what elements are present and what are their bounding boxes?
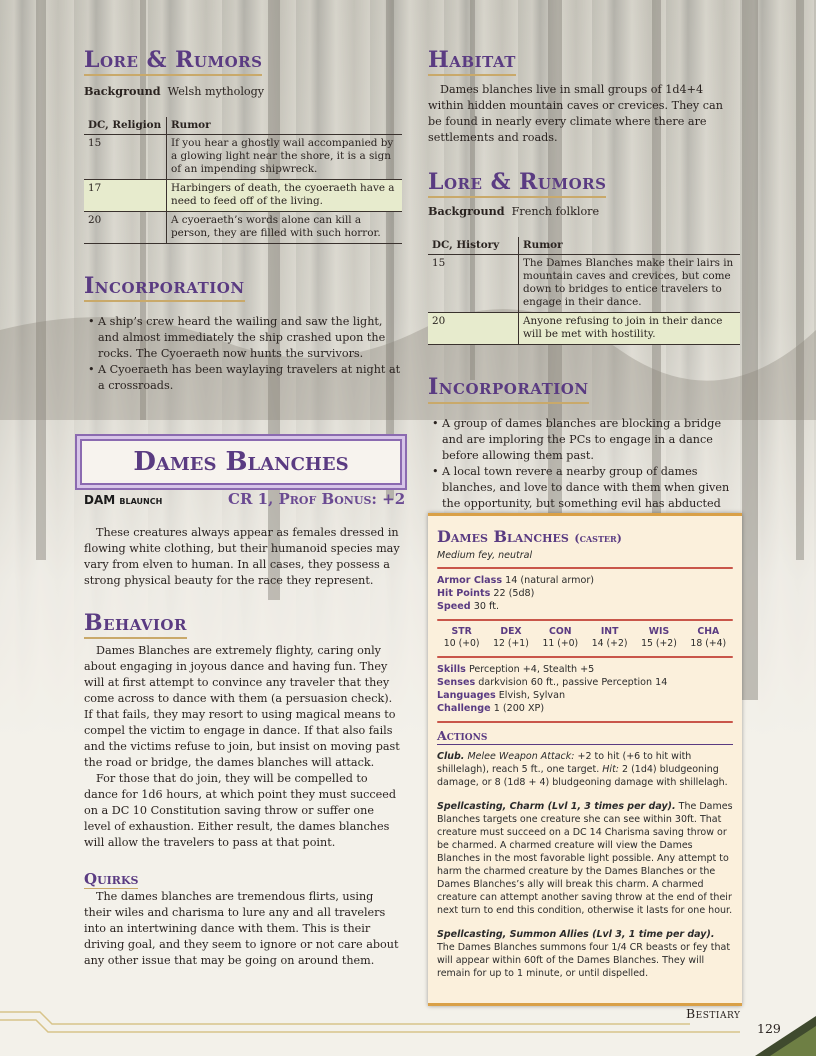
table-header-dc: DC, History	[428, 237, 519, 255]
pronunciation: DAM blaunch	[84, 493, 163, 507]
table-row	[428, 313, 740, 345]
hit-points-label: Hit Points	[437, 588, 491, 599]
table-header-rumor: Rumor	[519, 237, 741, 255]
intro-paragraph: These creatures always appear as females dressed in flowing white clothing, but their humanoid species may vary from elven to human. In all cases, they possess a strong physical beauty for the race they represent.	[84, 526, 400, 587]
table-header-dc: DC, Religion	[84, 117, 167, 135]
ability-str	[444, 626, 480, 650]
page-footer	[0, 1002, 816, 1056]
hit-points-line	[437, 587, 733, 600]
ability-int	[592, 626, 628, 650]
divider	[437, 619, 733, 621]
behavior-paragraph-1: Dames Blanches are extremely flighty, caring only about engaging in joyous dance and having fun. They will at first attempt to convince any traveler that they come across to dance with them (a persuasion check). If that fails, they may resort to using magical means to compel the victim to engage in dance. If that also fails and the victims refuse to join, but insist on moving past the road or bridge, the dames blanches will attack.	[84, 644, 400, 770]
habitat-title: Habitat	[428, 48, 516, 76]
action-charm-name: Spellcasting, Charm (Lvl 1, 3 times per day).	[437, 801, 676, 812]
ability-score: 14 (+2)	[591, 638, 628, 649]
action-summon-text: The Dames Blanches summons four 1/4 CR beasts or fey that will appear within 60ft of the Dames Blanches. They will remain for up to 1 minute, or until dispelled.	[437, 942, 731, 979]
table-row	[84, 212, 402, 244]
lore-title-right: Lore & Rumors	[428, 170, 606, 198]
action-summon	[437, 928, 733, 980]
languages-value: Elvish, Sylvan	[498, 690, 566, 701]
ability-wis	[641, 626, 677, 650]
table-cell-rumor: Anyone refusing to join in their dance will be met with hostility.	[519, 313, 741, 345]
habitat-paragraph: Dames blanches live in small groups of 1d4+4 within hidden mountain caves or crevices. They can be found in nearly every climate where there are settlements and roads.	[428, 83, 723, 145]
background-value: Welsh mythology	[167, 85, 265, 99]
senses-label: Senses	[437, 677, 476, 688]
table-cell-dc: 20	[84, 212, 167, 244]
left-column	[84, 48, 402, 394]
ability-name: DEX	[500, 626, 522, 637]
left-column-lower	[84, 525, 402, 969]
hit-points-value: 22 (5d8)	[493, 588, 535, 599]
statblock-type: Medium fey, neutral	[437, 550, 533, 561]
rumor-table-right	[428, 237, 740, 344]
list-item: • A Cyoeraeth has been waylaying travelers at night at a crossroads.	[88, 362, 402, 394]
speed-label: Speed	[437, 601, 471, 612]
armor-class-value: 14 (natural armor)	[505, 575, 595, 586]
action-club-text: +2 to hit (+6 to hit with shillelagh), reach 5 ft., one target.	[437, 751, 692, 775]
ability-score: 12 (+1)	[493, 638, 529, 649]
ability-cha	[690, 626, 726, 650]
action-summon-name: Spellcasting, Summon Allies (Lvl 3, 1 time per day).	[437, 929, 715, 940]
table-cell-rumor: If you hear a ghostly wail accompanied by a glowing light near the shore, it is a sign of an impending shipwreck.	[167, 135, 403, 180]
behavior-title: Behavior	[84, 611, 187, 639]
table-cell-rumor: A cyoeraeth’s words alone can kill a person, they are filled with such horror.	[167, 212, 403, 244]
senses-value: darkvision 60 ft., passive Perception 14	[478, 677, 668, 688]
table-row	[84, 135, 402, 180]
incorporation-title-left: Incorporation	[84, 274, 245, 302]
speed-line	[437, 600, 733, 613]
ability-name: STR	[451, 626, 472, 637]
table-cell-rumor: The Dames Blanches make their lairs in mountain caves and crevices, but come down to bridges to entice travelers to engage in their dance.	[519, 255, 741, 313]
quirks-title: Quirks	[84, 870, 139, 889]
behavior-paragraph-2: For those that do join, they will be compelled to dance for 1d6 hours, at which point they must succeed on a DC 10 Constitution saving throw or suffer one level of exhaustion. Either result, the dames blanches will allow the travelers to pass at that point.	[84, 772, 397, 850]
actions-title: Actions	[437, 728, 733, 745]
statblock-name-text: Dames Blanches	[437, 527, 569, 546]
table-cell-dc: 20	[428, 313, 519, 345]
footer-section-label: Bestiary	[686, 1006, 741, 1021]
right-column	[428, 48, 740, 528]
challenge-rating: CR 1, Prof Bonus: +2	[228, 490, 406, 508]
divider	[437, 656, 733, 658]
ability-name: CON	[549, 626, 572, 637]
background-line-left	[84, 84, 402, 99]
incorporation-title-right: Incorporation	[428, 375, 589, 403]
page-number: 129	[757, 1021, 781, 1036]
list-item: • A local town revere a nearby group of dames blanches, and love to dance with them when given the opportunity, but something evil has abducted	[432, 464, 740, 528]
background-value: French folklore	[511, 205, 600, 219]
rumor-table-left	[84, 117, 402, 243]
table-cell-dc: 15	[84, 135, 167, 180]
stat-block	[428, 513, 742, 1006]
challenge-value: 1 (200 XP)	[493, 703, 545, 714]
ability-name: CHA	[697, 626, 720, 637]
creature-banner	[72, 437, 410, 487]
ability-score: 15 (+2)	[641, 638, 677, 649]
ability-score: 18 (+4)	[690, 638, 727, 649]
list-item: • A ship’s crew heard the wailing and saw the light, and almost immediately the ship crashed upon the rocks. The Cyoeraeth now hunts the survivors.	[88, 314, 402, 362]
armor-class-label: Armor Class	[437, 575, 503, 586]
divider	[437, 721, 733, 723]
quirks-paragraph: The dames blanches are tremendous flirts, using their wiles and charisma to lure any and all travelers into an intertwining dance with them. This is their driving goal, and they seem to ignore or not care about any other issue that may be going on around them.	[84, 889, 399, 967]
table-row	[84, 180, 402, 212]
statblock-name	[437, 528, 733, 548]
creature-title: Dames Blanches	[133, 447, 349, 477]
incorporation-list-left	[78, 314, 402, 394]
skills-label: Skills	[437, 664, 466, 675]
ability-score: 11 (+0)	[542, 638, 579, 649]
action-club-hit: Hit:	[602, 764, 619, 775]
challenge-label: Challenge	[437, 703, 491, 714]
ability-scores	[437, 626, 733, 650]
incorporation-list-right	[422, 416, 740, 528]
ability-con	[542, 626, 578, 650]
divider	[437, 567, 733, 569]
list-item: • A group of dames blanches are blocking a bridge and are imploring the PCs to engage in a dance before allowing them past.	[432, 416, 740, 464]
action-club-damage: 2 (1d4) bludgeoning damage, or 8 (1d8 + 4) bludgeoning damage with shillelagh.	[437, 764, 728, 788]
action-charm-text: The Dames Blanches targets one creature she can see within 30ft. That creature must succeed on a DC 14 Charisma saving throw or be charmed. A charmed creature will view the Dames Blanches in the most favorable light possible. Any attempt to harm the charmed creature by the Dames Blanches or the Dames Blanches’s ally will break this charm. A charmed creature can attempt another saving throw at the end of their next turn to end this condition, otherwise it lasts for one hour.	[437, 801, 733, 916]
ability-score: 10 (+0)	[443, 638, 480, 649]
action-club	[437, 750, 733, 789]
background-line-right	[428, 204, 740, 219]
speed-value: 30 ft.	[473, 601, 500, 612]
table-cell-rumor: Harbingers of death, the cyoeraeth have a need to feed off of the living.	[167, 180, 403, 212]
background-label: Background	[428, 204, 505, 219]
armor-class-line	[437, 574, 733, 587]
skills-value: Perception +4, Stealth +5	[468, 664, 595, 675]
action-charm	[437, 800, 733, 917]
skills-line	[437, 663, 733, 676]
table-row	[428, 255, 740, 313]
senses-line	[437, 676, 733, 689]
table-cell-dc: 17	[84, 180, 167, 212]
table-header-rumor: Rumor	[167, 117, 403, 135]
statblock-name-suffix: (caster)	[574, 532, 622, 545]
background-label: Background	[84, 84, 161, 99]
ability-dex	[493, 626, 529, 650]
ability-name: INT	[600, 626, 619, 637]
languages-label: Languages	[437, 690, 496, 701]
challenge-line	[437, 702, 733, 715]
action-club-name: Club.	[437, 751, 465, 762]
languages-line	[437, 689, 733, 702]
ability-name: WIS	[648, 626, 670, 637]
action-club-attack: Melee Weapon Attack:	[467, 751, 575, 762]
table-cell-dc: 15	[428, 255, 519, 313]
lore-title-left: Lore & Rumors	[84, 48, 262, 76]
